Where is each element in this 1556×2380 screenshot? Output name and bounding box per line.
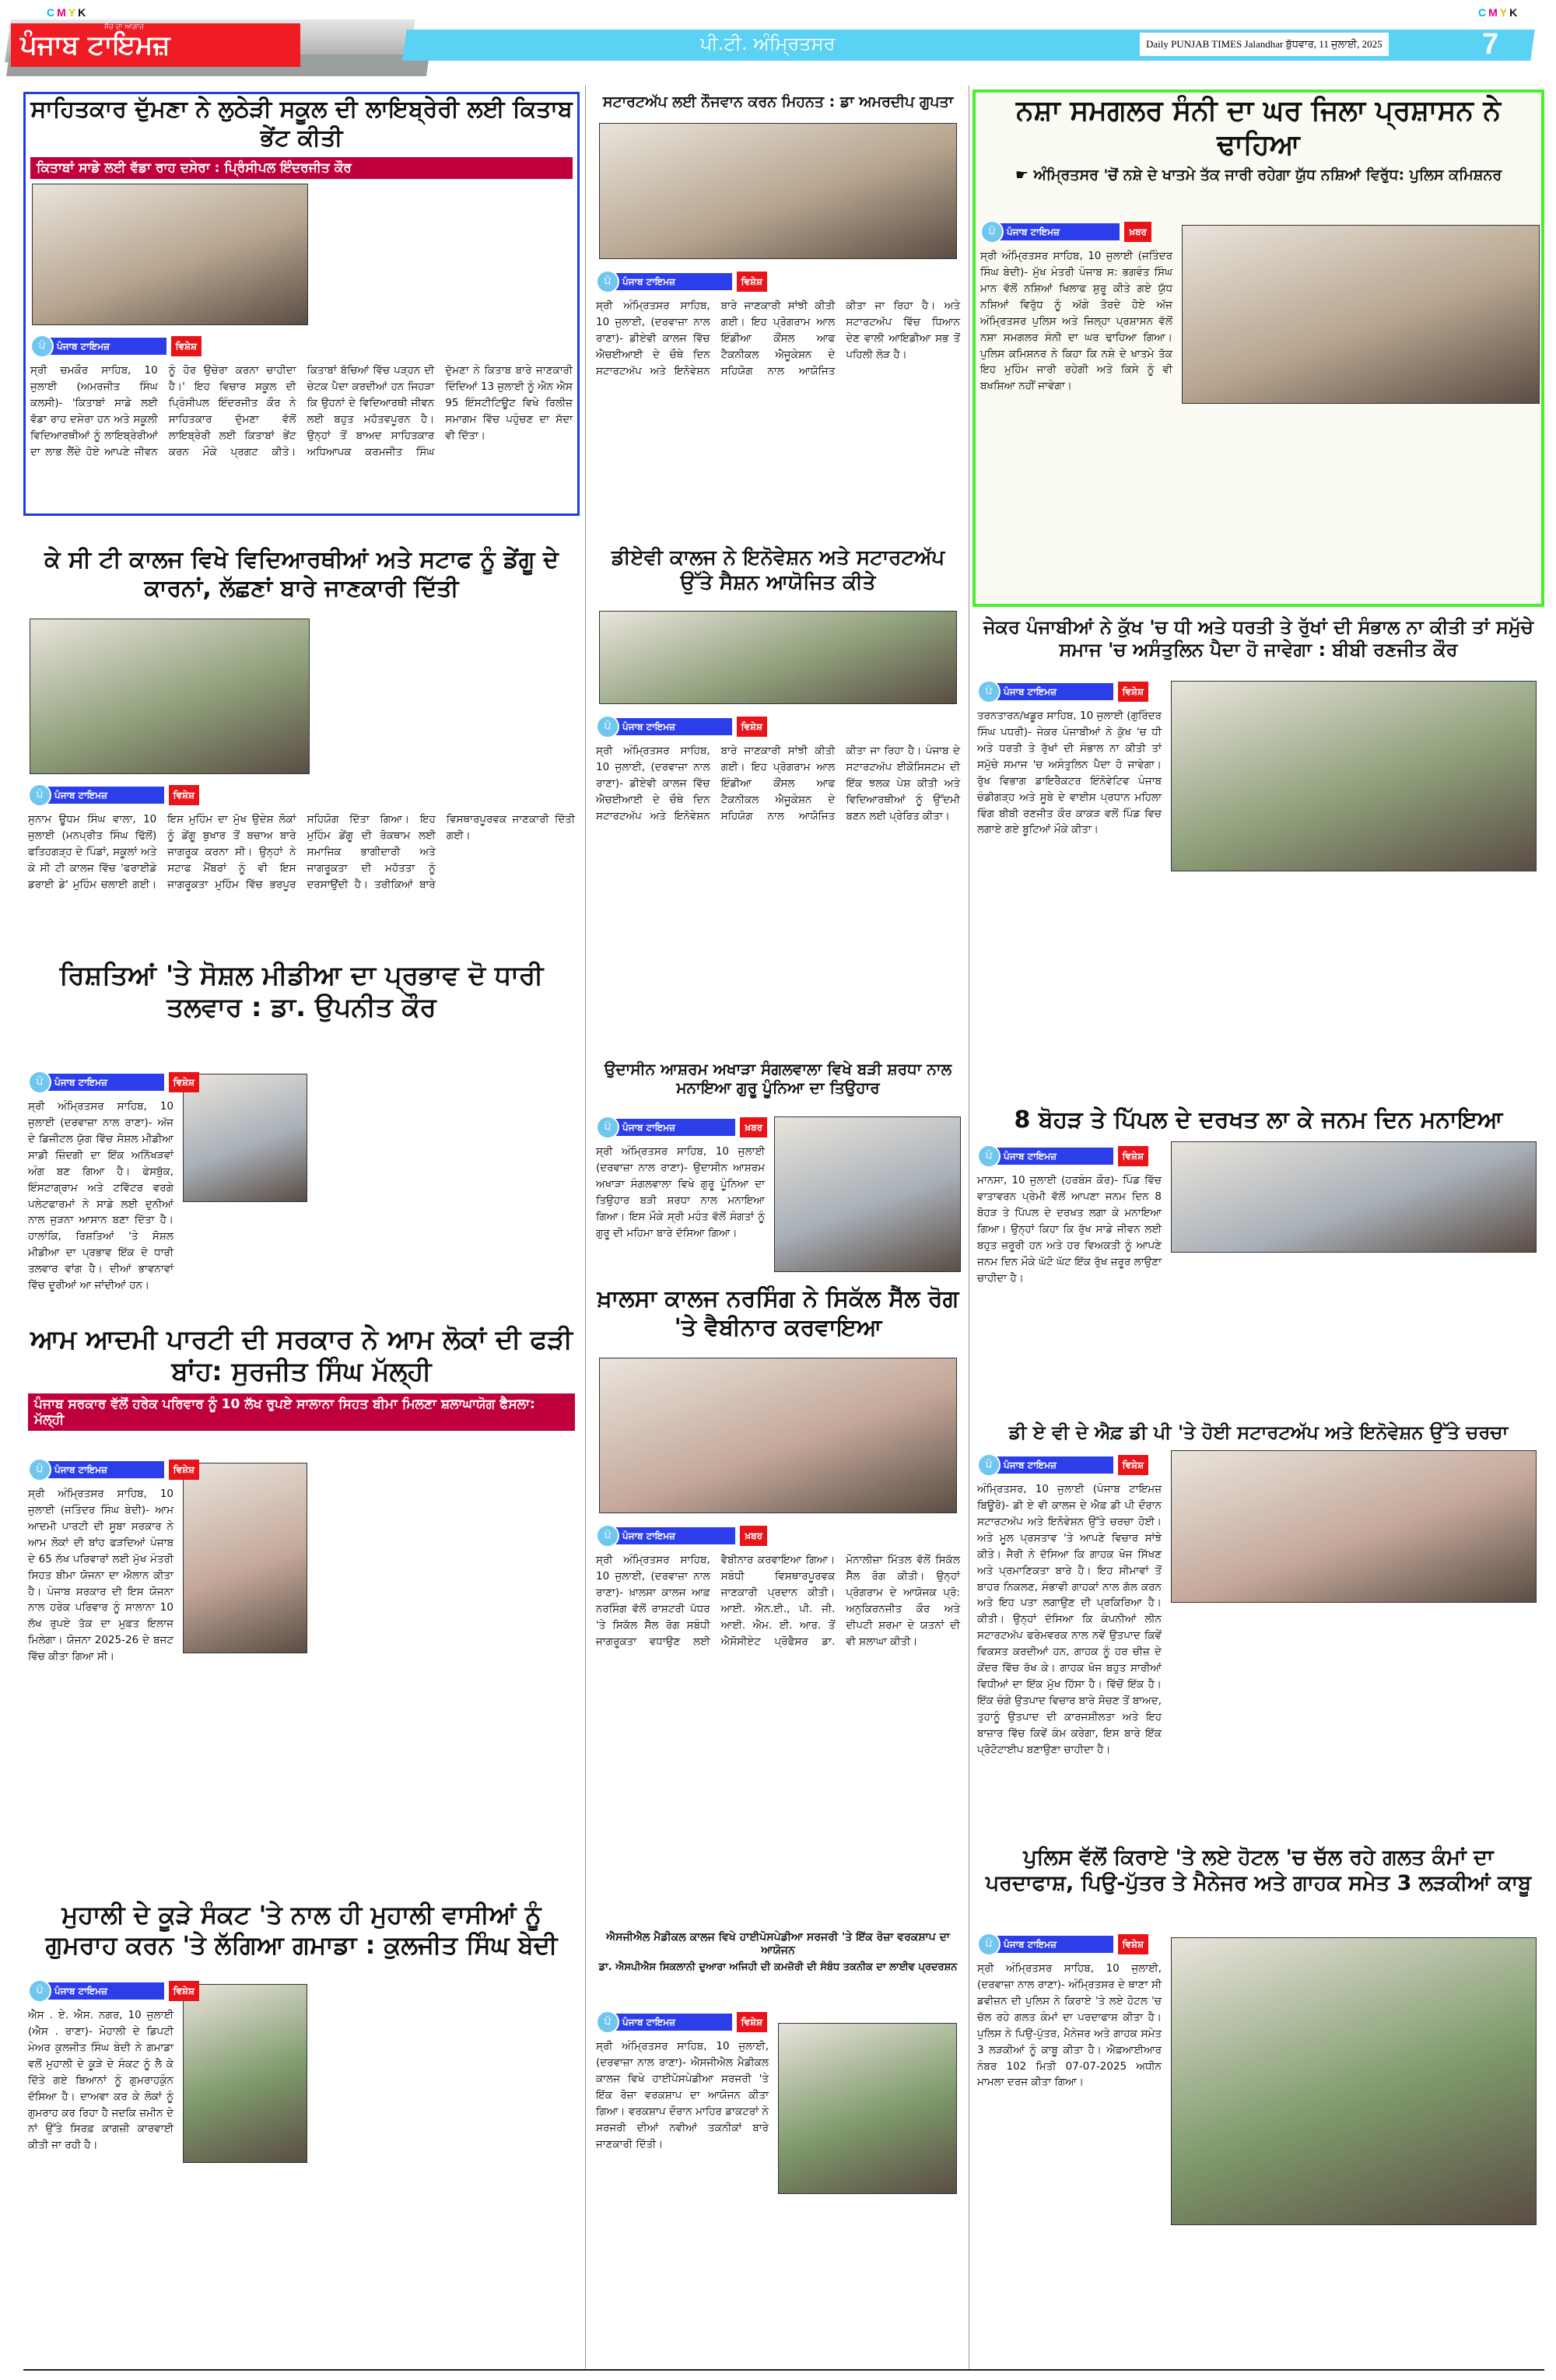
punjab-times-logo-icon: ਪੰ bbox=[596, 1116, 619, 1139]
article-text-block bbox=[23, 1067, 194, 1316]
news-photo bbox=[1171, 1937, 1537, 2225]
badge-name: ਪੰਜਾਬ ਟਾਇਮਜ਼ bbox=[996, 1936, 1113, 1953]
article-text-block bbox=[972, 1450, 1166, 1840]
newspaper-logo bbox=[11, 23, 300, 67]
article-sicklecell bbox=[591, 1284, 965, 1906]
bottom-rule bbox=[23, 2369, 1544, 2371]
news-photo bbox=[599, 123, 957, 259]
article-body: ਸੁਨਾਮ ਊਧਮ ਸਿੰਘ ਵਾਲਾ, 10 ਜੁਲਾਈ (ਮਨਪ੍ਰੀਤ ਸਿੰਘ ਢਿੱਲੋਂ) ਫਤਿਹਗੜ੍ਹ ਦੇ ਪਿੰਡਾਂ, ਸਕੂਲਾਂ ਅਤੇ ਕੇ ਸੀ ਟੀ ਕਾਲਜ ਵਿੱਚ 'ਫਰਾਈਡੇ ਡਰਾਈ ਡੇ' ਮੁਹਿੰਮ ਚਲਾਈ ਗਈ। ਇਸ ਮੁਹਿੰਮ ਦਾ ਮੁੱਖ ਉਦੇਸ਼ ਲੋਕਾਂ ਨੂੰ ਡੇਂਗੂ ਬੁਖਾਰ ਤੋਂ ਬਚਾਅ ਬਾਰੇ ਜਾਗਰੂਕ ਕਰਨਾ ਸੀ। ਉਨ੍ਹਾਂ ਨੇ ਸਟਾਫ ਮੈਂਬਰਾਂ ਨੂੰ ਵੀ ਇਸ ਜਾਗਰੂਕਤਾ ਮੁਹਿੰਮ ਵਿੱਚ ਭਰਪੂਰ ਸਹਿਯੋਗ ਦਿੱਤਾ ਗਿਆ। ਇਹ ਮੁਹਿੰਮ ਡੇਂਗੂ ਦੀ ਰੋਕਥਾਮ ਲਈ ਸਮਾਜਿਕ ਭਾਗੀਦਾਰੀ ਅਤੇ ਜਾਗਰੂਕਤਾ ਦੀ ਮਹੱਤਤਾ ਨੂੰ ਦਰਸਾਉਂਦੀ ਹੈ। ਤਰੀਕਿਆਂ ਬਾਰੇ ਵਿਸਥਾਰਪੂਰਵਕ ਜਾਣਕਾਰੀ ਦਿੱਤੀ ਗਈ। bbox=[28, 813, 575, 891]
subheadline: ☛ ਅੰਮ੍ਰਿਤਸਰ 'ਚੋਂ ਨਸ਼ੇ ਦੇ ਖਾਤਮੇ ਤੱਕ ਜਾਰੀ ਰਹੇਗਾ ਯੁੱਧ ਨਸ਼ਿਆਂ ਵਿਰੁੱਧ: ਪੁਲਿਸ ਕਮਿਸ਼ਨਰ bbox=[1015, 166, 1502, 184]
byline-badge bbox=[977, 1146, 1148, 1166]
article-body: ਸ੍ਰੀ ਅੰਮ੍ਰਿਤਸਰ ਸਾਹਿਬ, 10 ਜੁਲਾਈ, (ਦਰਵਾਜ਼ਾ ਨਾਲ ਰਾਣਾ)- ਐਸਜੀਐਲ ਮੈਡੀਕਲ ਕਾਲਜ ਵਿਖੇ ਹਾਈਪੋਸਪੇਡੀਆ ਸਰਜਰੀ 'ਤੇ ਇੱਕ ਰੋਜ਼ਾ ਵਰਕਸ਼ਾਪ ਦਾ ਆਯੋਜਨ ਕੀਤਾ ਗਿਆ। ਵਰਕਸ਼ਾਪ ਦੌਰਾਨ ਮਾਹਿਰ ਡਾਕਟਰਾਂ ਨੇ ਸਰਜਰੀ ਦੀਆਂ ਨਵੀਆਂ ਤਕਨੀਕਾਂ ਬਾਰੇ ਜਾਣਕਾਰੀ ਦਿੱਤੀ। bbox=[596, 2040, 769, 2150]
badge-name: ਪੰਜਾਬ ਟਾਇਮਜ਼ bbox=[615, 273, 732, 290]
article-body: ਐਸ . ਏ. ਐਸ. ਨਗਰ, 10 ਜੁਲਾਈ (ਐਸ . ਰਾਣਾ)- ਮੋਹਾਲੀ ਦੇ ਡਿਪਟੀ ਮੇਅਰ ਕੁਲਜੀਤ ਸਿੰਘ ਬੇਦੀ ਨੇ ਗਮਾਡਾ ਵਲੋਂ ਮੁਹਾਲੀ ਦੇ ਕੂੜੇ ਦੇ ਸੰਕਟ ਨੂੰ ਲੈ ਕੇ ਦਿੱਤੇ ਗਏ ਬਿਆਨਾਂ ਨੂੰ ਗੁਮਰਾਹਕੁੰਨ ਦੱਸਿਆ ਹੈ। ਦਾਅਵਾ ਕਰ ਕੇ ਲੋਕਾਂ ਨੂੰ ਗੁਮਰਾਹ ਕਰ ਰਿਹਾ ਹੈ ਜਦਕਿ ਜ਼ਮੀਨ ਦੇ ਨਾਂ ਉੱਤੇ ਸਿਰਫ਼ ਕਾਗਜ਼ੀ ਕਾਰਵਾਈ ਕੀਤੀ ਜਾ ਰਹੀ ਹੈ। bbox=[28, 2009, 173, 2152]
article-socialmedia bbox=[23, 959, 580, 1316]
dateline: Daily PUNJAB TIMES Jalandhar ਬੁੱਧਵਾਰ, 11 ਜੁਲਾਈ, 2025 bbox=[1140, 33, 1389, 56]
badge-name: ਪੰਜਾਬ ਟਾਇਮਜ਼ bbox=[615, 1527, 735, 1544]
headline: ਕੇ ਸੀ ਟੀ ਕਾਲਜ ਵਿਖੇ ਵਿਦਿਆਰਥੀਆਂ ਅਤੇ ਸਟਾਫ ਨੂੰ ਡੇਂਗੂ ਦੇ ਕਾਰਨਾਂ, ਲੱਛਣਾਂ ਬਾਰੇ ਜਾਣਕਾਰੀ ਦਿੱਤੀ bbox=[44, 546, 559, 602]
byline-badge bbox=[596, 717, 767, 737]
byline-badge bbox=[30, 336, 202, 356]
page-number: 7 bbox=[1482, 28, 1499, 61]
article-birthday-trees bbox=[972, 1105, 1544, 1416]
headline: ਸਟਾਰਟਅੱਪ ਲਈ ਨੌਜਵਾਨ ਕਰਨ ਮਿਹਨਤ : ਡਾ ਅਮਰਦੀਪ ਗੁਪਤਾ bbox=[602, 93, 954, 110]
badge-tag: ਖ਼ਬਰ bbox=[1124, 222, 1151, 242]
headline: ਖ਼ਾਲਸਾ ਕਾਲਜ ਨਰਸਿੰਗ ਨੇ ਸਿਕੱਲ ਸੈੱਲ ਰੋਗ 'ਤੇ ਵੈਬੀਨਾਰ ਕਰਵਾਇਆ bbox=[597, 1285, 959, 1341]
article-gurupurnima bbox=[591, 1058, 965, 1280]
news-photo bbox=[599, 611, 957, 704]
byline-badge bbox=[977, 682, 1148, 702]
news-photo bbox=[30, 619, 310, 774]
article-text-block bbox=[26, 331, 577, 514]
headline: ਆਮ ਆਦਮੀ ਪਾਰਟੀ ਦੀ ਸਰਕਾਰ ਨੇ ਆਮ ਲੋਕਾਂ ਦੀ ਫੜੀ ਬਾਂਹ: ਸੁਰਜੀਤ ਸਿੰਘ ਮੱਲ੍ਹੀ bbox=[30, 1324, 573, 1388]
punjab-times-logo-icon: ਪੰ bbox=[977, 1144, 1001, 1168]
article-body: ਸ੍ਰੀ ਅੰਮ੍ਰਿਤਸਰ ਸਾਹਿਬ, 10 ਜੁਲਾਈ (ਦਰਵਾਜ਼ਾ ਨਾਲ ਰਾਣਾ)- ਅੱਜ ਦੇ ਡਿਜੀਟਲ ਯੁੱਗ ਵਿੱਚ ਸੋਸ਼ਲ ਮੀਡੀਆ ਸਾਡੀ ਜ਼ਿੰਦਗੀ ਦਾ ਇੱਕ ਅਨਿੱਖੜਵਾਂ ਅੰਗ ਬਣ ਗਿਆ ਹੈ। ਫੇਸਬੁੱਕ, ਇੰਸਟਾਗ੍ਰਾਮ ਅਤੇ ਟਵਿੱਟਰ ਵਰਗੇ ਪਲੇਟਫਾਰਮਾਂ ਨੇ ਸਾਡੇ ਲਈ ਦੁਨੀਆਂ ਨਾਲ ਜੁੜਨਾ ਆਸਾਨ ਬਣਾ ਦਿੱਤਾ ਹੈ। ਹਾਲਾਂਕਿ, ਰਿਸ਼ਤਿਆਂ 'ਤੇ ਸੋਸ਼ਲ ਮੀਡੀਆ ਦਾ ਪ੍ਰਭਾਵ ਇੱਕ ਦੋ ਧਾਰੀ ਤਲਵਾਰ ਵਾਂਗ ਹੈ। ਦੀਆਂ ਭਾਵਨਾਵਾਂ ਵਿੱਚ ਦੂਰੀਆਂ ਆ ਜਾਂਦੀਆਂ ਹਨ। bbox=[28, 1100, 173, 1292]
headline: ਡੀਏਵੀ ਕਾਲਜ ਨੇ ਇਨੋਵੇਸ਼ਨ ਅਤੇ ਸਟਾਰਟਅੱਪ ਉੱਤੇ ਸੈਸ਼ਨ ਆਯੋਜਿਤ ਕੀਤੇ bbox=[611, 546, 945, 594]
news-photo bbox=[774, 1116, 961, 1272]
article-text-block bbox=[972, 1930, 1166, 2365]
headline: ਪੁਲਿਸ ਵੱਲੋਂ ਕਿਰਾਏ 'ਤੇ ਲਏ ਹੋਟਲ 'ਚ ਚੱਲ ਰਹੇ ਗਲਤ ਕੰਮਾਂ ਦਾ ਪਰਦਾਫਾਸ਼, ਪਿਉ-ਪੁੱਤਰ ਤੇ ਮੈਨੇਜਰ ਅਤੇ ਗਾਹਕ ਸਮੇਤ 3 ਲੜਕੀਆਂ ਕਾਬੂ bbox=[985, 1845, 1532, 1895]
badge-tag: ਵਿਸ਼ੇਸ਼ bbox=[169, 1981, 199, 2001]
article-library bbox=[23, 92, 580, 516]
badge-tag: ਵਿਸ਼ੇਸ਼ bbox=[171, 336, 202, 356]
badge-name: ਪੰਜਾਬ ਟਾਇਮਜ਼ bbox=[996, 1456, 1113, 1474]
print-mark-right: CMYK bbox=[1478, 6, 1520, 19]
byline-badge bbox=[596, 1526, 767, 1546]
subheadline: ਪੰਜਾਬ ਸਰਕਾਰ ਵੱਲੋਂ ਹਰੇਕ ਪਰਿਵਾਰ ਨੂੰ 10 ਲੱਖ ਰੁਪਏ ਸਾਲਾਨਾ ਸਿਹਤ ਬੀਮਾ ਮਿਲਣਾ ਸ਼ਲਾਘਾਯੋਗ ਫੈਸਲਾ: ਮੱਲ੍ਹੀ bbox=[28, 1393, 575, 1431]
badge-name: ਪੰਜਾਬ ਟਾਇਮਜ਼ bbox=[615, 2014, 732, 2031]
news-photo bbox=[778, 2023, 957, 2194]
badge-name: ਪੰਜਾਬ ਟਾਇਮਜ਼ bbox=[615, 1119, 735, 1136]
article-body: ਸ੍ਰੀ ਅੰਮ੍ਰਿਤਸਰ ਸਾਹਿਬ, 10 ਜੁਲਾਈ (ਜਤਿੰਦਰ ਸਿੰਘ ਬੇਦੀ)- ਮੁੱਖ ਮੰਤਰੀ ਪੰਜਾਬ ਸ: ਭਗਵੰਤ ਸਿੰਘ ਮਾਨ ਵੱਲੋਂ ਨਸ਼ਿਆਂ ਖਿਲਾਫ ਸ਼ੁਰੂ ਕੀਤੇ ਗਏ ਯੁੱਧ ਨਸ਼ਿਆਂ ਵਿਰੁੱਧ ਨੂੰ ਅੱਗੇ ਤੋਰਦੇ ਹੋਏ ਅੱਜ ਅੰਮ੍ਰਿਤਸਰ ਪੁਲਿਸ ਅਤੇ ਜਿਲ੍ਹਾ ਪ੍ਰਸ਼ਾਸਨ ਵੱਲੋਂ ਨਸ਼ਾ ਸਮਗਲਰ ਸੰਨੀ ਦਾ ਘਰ ਢਾਹਿਆ ਗਿਆ। ਪੁਲਿਸ ਕਮਿਸ਼ਨਰ ਨੇ ਕਿਹਾ ਕਿ ਨਸ਼ੇ ਦੇ ਖਾਤਮੇ ਤੱਕ ਇਹ ਮੁਹਿੰਮ ਜਾਰੀ ਰਹੇਗੀ ਅਤੇ ਕਿਸੇ ਨੂੰ ਵੀ ਬਖਸ਼ਿਆ ਨਹੀਂ ਜਾਵੇਗਾ। bbox=[980, 250, 1172, 393]
article-dav-fdp bbox=[972, 1420, 1544, 1840]
badge-name: ਪੰਜਾਬ ਟਾਇਮਜ਼ bbox=[47, 1982, 164, 2000]
badge-tag: ਵਿਸ਼ੇਸ਼ bbox=[1118, 1934, 1148, 1954]
badge-tag: ਵਿਸ਼ੇਸ਼ bbox=[169, 1072, 199, 1092]
article-text-block bbox=[23, 1455, 194, 1887]
article-body: ਤਰਨਤਾਰਨ/ਖਡੂਰ ਸਾਹਿਬ, 10 ਜੁਲਾਈ (ਗੁਰਿੰਦਰ ਸਿੰਘ ਪਧਰੀ)- ਜੇਕਰ ਪੰਜਾਬੀਆਂ ਨੇ ਕੁੱਖ 'ਚ ਧੀ ਅਤੇ ਧਰਤੀ ਤੇ ਰੁੱਖਾਂ ਦੀ ਸੰਭਾਲ ਨਾ ਕੀਤੀ ਤਾਂ ਸਮੁੱਚੇ ਸਮਾਜ 'ਚ ਅਸੰਤੁਲਿਨ ਪੈਦਾ ਹੋ ਜਾਵੇਗਾ। ਰੁੱਖ ਵਿਭਾਗ ਡਾਇਰੈਕਟਰ ਇੰਨੋਵੇਟਿਵ ਪੰਜਾਬ ਚੰਡੀਗੜ੍ਹ ਅਤੇ ਸੂਬੇ ਦੇ ਵਾਈਸ ਪ੍ਰਧਾਨ ਮਹਿਲਾ ਵਿੰਗ ਬੀਬੀ ਰਣਜੀਤ ਕੌਰ ਕਾਕੜ ਵਲੋਂ ਪਿੰਡ ਵਿਚ ਲਗਾਏ ਗਏ ਬੂਟਿਆਂ ਮੌਕੇ ਕੀਤਾ। bbox=[977, 710, 1162, 836]
punjab-times-logo-icon: ਪੰ bbox=[30, 335, 54, 358]
headline: ਡੀ ਏ ਵੀ ਦੇ ਐਫ਼ ਡੀ ਪੀ 'ਤੇ ਹੋਈ ਸਟਾਰਟਅੱਪ ਅਤੇ ਇਨੋਵੇਸ਼ਨ ਉੱਤੇ ਚਰਚਾ bbox=[1008, 1421, 1509, 1443]
byline-badge bbox=[596, 1117, 767, 1137]
article-body: ਸ੍ਰੀ ਚਮਕੌਰ ਸਾਹਿਬ, 10 ਜੁਲਾਈ (ਅਮਰਜੀਤ ਸਿੰਘ ਕਲਸੀ)- 'ਕਿਤਾਬਾਂ ਸਾਡੇ ਲਈ ਵੱਡਾ ਰਾਹ ਦਸੇਰਾ ਹਨ ਅਤੇ ਸਕੂਲੀ ਵਿਦਿਆਰਥੀਆਂ ਨੂੰ ਲਾਇਬ੍ਰੇਰੀਆਂ ਦਾ ਲਾਭ ਲੈਂਦੇ ਹੋਏ ਆਪਣੇ ਜੀਵਨ ਨੂੰ ਹੋਰ ਉਚੇਰਾ ਕਰਨਾ ਚਾਹੀਦਾ ਹੈ।' ਇਹ ਵਿਚਾਰ ਸਕੂਲ ਦੀ ਪ੍ਰਿੰਸੀਪਲ ਇੰਦਰਜੀਤ ਕੌਰ ਨੇ ਸਾਹਿਤਕਾਰ ਦੁੱਮਣਾ ਵੱਲੋਂ ਲਾਇਬ੍ਰੇਰੀ ਲਈ ਕਿਤਾਬਾਂ ਭੇਂਟ ਕਰਨ ਮੌਕੇ ਪ੍ਰਗਟ ਕੀਤੇ। ਕਿਤਾਬਾਂ ਬੱਚਿਆਂ ਵਿੱਚ ਪੜ੍ਹਨ ਦੀ ਚੇਟਕ ਪੈਦਾ ਕਰਦੀਆਂ ਹਨ ਜਿਹੜਾ ਕਿ ਉਹਨਾਂ ਦੇ ਵਿਦਿਆਰਥੀ ਜੀਵਨ ਲਈ ਬਹੁਤ ਮਹੱਤਵਪੂਰਨ ਹੈ। ਉਨ੍ਹਾਂ ਤੋਂ ਬਾਅਦ ਸਾਹਿਤਕਾਰ ਅਧਿਆਪਕ ਕਰਮਜੀਤ ਸਿੰਘ ਦੁੱਮਣਾ ਨੇ ਕਿਤਾਬ ਬਾਰੇ ਜਾਣਕਾਰੀ ਦਿੰਦਿਆਂ 13 ਜੁਲਾਈ ਨੂੰ ਐਨ ਐਸ 95 ਇੰਸਟੀਟਿਊਟ ਵਿਖੇ ਰਿਲੀਜ਼ ਸਮਾਗਮ ਵਿੱਚ ਪਹੁੰਚਣ ਦਾ ਸੱਦਾ ਵੀ ਦਿੱਤਾ। bbox=[30, 364, 573, 458]
article-dav-session bbox=[591, 545, 965, 1050]
byline-badge bbox=[28, 1460, 199, 1480]
punjab-times-logo-icon: ਪੰ bbox=[596, 1524, 619, 1548]
headline: ਸਾਹਿਤਕਾਰ ਦੁੱਮਣਾ ਨੇ ਲੁਠੇੜੀ ਸਕੂਲ ਦੀ ਲਾਇਬ੍ਰੇਰੀ ਲਈ ਕਿਤਾਬ ਭੇਂਟ ਕੀਤੀ bbox=[30, 96, 573, 152]
badge-name: ਪੰਜਾਬ ਟਾਇਮਜ਼ bbox=[996, 683, 1113, 700]
headline: ਰਿਸ਼ਤਿਆਂ 'ਤੇ ਸੋਸ਼ਲ ਮੀਡੀਆ ਦਾ ਪ੍ਰਭਾਵ ਦੋ ਧਾਰੀ ਤਲਵਾਰ : ਡਾ. ਉਪਨੀਤ ਕੌਰ bbox=[59, 960, 544, 1024]
byline-badge bbox=[977, 1934, 1148, 1954]
badge-tag: ਵਿਸ਼ੇਸ਼ bbox=[169, 785, 199, 805]
punjab-times-logo-icon: ਪੰ bbox=[28, 1071, 51, 1094]
badge-tag: ਵਿਸ਼ੇਸ਼ bbox=[1118, 1146, 1148, 1166]
article-text-block bbox=[23, 780, 580, 949]
article-aap bbox=[23, 1323, 580, 1887]
subheadline: ਡਾ. ਐਸਪੀਐਸ ਸਿਕਲਾਨੀ ਦੁਆਰਾ ਅਜਿਹੀ ਦੀ ਕਮਜ਼ੋਰੀ ਦੀ ਸੰਬੰਧ ਤਕਨੀਕ ਦਾ ਲਾਈਵ ਪ੍ਰਦਰਸ਼ਨ bbox=[598, 1961, 958, 1974]
news-photo bbox=[1171, 681, 1537, 871]
news-photo bbox=[1171, 1450, 1537, 1603]
article-body: ਸ੍ਰੀ ਅੰਮ੍ਰਿਤਸਰ ਸਾਹਿਬ, 10 ਜੁਲਾਈ, (ਦਰਵਾਜ਼ਾ ਨਾਲ ਰਾਣਾ)- ਅੰਮ੍ਰਿਤਸਰ ਦੇ ਥਾਣਾ ਸੀ ਡਵੀਜ਼ਨ ਦੀ ਪੁਲਿਸ ਨੇ ਕਿਰਾਏ 'ਤੇ ਲਏ ਹੋਟਲ 'ਚ ਚੱਲ ਰਹੇ ਗਲਤ ਕੰਮਾਂ ਦਾ ਪਰਦਾਫਾਸ਼ ਕੀਤਾ ਹੈ। ਪੁਲਿਸ ਨੇ ਪਿਉ-ਪੁੱਤਰ, ਮੈਨੇਜਰ ਅਤੇ ਗਾਹਕ ਸਮੇਤ 3 ਲੜਕੀਆਂ ਨੂੰ ਕਾਬੂ ਕੀਤਾ ਹੈ। ਐਫ਼ਆਈਆਰ ਨੰਬਰ 102 ਮਿਤੀ 07-07-2025 ਅਧੀਨ ਮਾਮਲਾ ਦਰਜ ਕੀਤਾ ਗਿਆ। bbox=[977, 1962, 1162, 2089]
article-body: ਸ੍ਰੀ ਅੰਮ੍ਰਿਤਸਰ ਸਾਹਿਬ, 10 ਜੁਲਾਈ, (ਦਰਵਾਜ਼ਾ ਨਾਲ ਰਾਣਾ)- ਖ਼ਾਲਸਾ ਕਾਲਜ ਆਫ਼ ਨਰਸਿੰਗ ਵੱਲੋਂ ਰਾਸ਼ਟਰੀ ਪੱਧਰ 'ਤੇ ਸਿਕੱਲ ਸੈੱਲ ਰੋਗ ਸਬੰਧੀ ਜਾਗਰੂਕਤਾ ਵਧਾਉਣ ਲਈ ਵੈਬੀਨਾਰ ਕਰਵਾਇਆ ਗਿਆ। ਸਬੰਧੀ ਵਿਸਥਾਰਪੂਰਵਕ ਜਾਣਕਾਰੀ ਪ੍ਰਦਾਨ ਕੀਤੀ। ਆਈ. ਐਨ.ਈ., ਪੀ. ਜੀ. ਆਈ. ਐਮ. ਈ. ਆਰ. ਤੋਂ ਐਸੋਸੀਏਟ ਪ੍ਰੋਫੈਸਰ ਡਾ. ਮੋਨਾਲੀਜ਼ਾ ਮਿੱਤਲ ਵੱਲੋਂ ਸਿਕੱਲ ਸੈੱਲ ਰੋਗ ਕੀਤੀ। ਉਨ੍ਹਾਂ ਪ੍ਰੋਗਰਾਮ ਦੇ ਆਯੋਜਕ ਪ੍ਰੋ: ਅਨੁਕਿਰਨਜੀਤ ਕੌਰ ਅਤੇ ਦੀਪਟੀ ਸ਼ਰਮਾ ਦੇ ਯਤਨਾਂ ਦੀ ਵੀ ਸ਼ਲਾਘਾ ਕੀਤੀ। bbox=[596, 1554, 960, 1648]
byline-badge bbox=[28, 1072, 199, 1092]
article-text-block bbox=[591, 1113, 769, 1280]
badge-name: ਪੰਜਾਬ ਟਾਇਮਜ਼ bbox=[47, 1461, 164, 1478]
column-divider bbox=[585, 86, 586, 2369]
badge-tag: ਵਿਸ਼ੇਸ਼ bbox=[169, 1460, 199, 1480]
punjab-times-logo-icon: ਪੰ bbox=[596, 715, 619, 738]
badge-name: ਪੰਜਾਬ ਟਾਇਮਜ਼ bbox=[996, 1148, 1113, 1165]
byline-badge bbox=[596, 2012, 767, 2032]
article-trees-daughters bbox=[972, 615, 1544, 1101]
headline: ਐਸਜੀਐਲ ਮੈਡੀਕਲ ਕਾਲਜ ਵਿਖੇ ਹਾਈਪੋਸਪੇਡੀਆ ਸਰਜਰੀ 'ਤੇ ਇੱਕ ਰੋਜ਼ਾ ਵਰਕਸ਼ਾਪ ਦਾ ਆਯੋਜਨ bbox=[606, 1931, 950, 1958]
article-body: ਸ੍ਰੀ ਅੰਮ੍ਰਿਤਸਰ ਸਾਹਿਬ, 10 ਜੁਲਾਈ, (ਦਰਵਾਜ਼ਾ ਨਾਲ ਰਾਣਾ)- ਡੀਏਵੀ ਕਾਲਜ ਵਿੱਚ ਐਚਈਆਈ ਦੇ ਚੌਥੇ ਦਿਨ ਸਟਾਰਟਅੱਪ ਅਤੇ ਇਨੋਵੇਸ਼ਨ ਬਾਰੇ ਜਾਣਕਾਰੀ ਸਾਂਝੀ ਕੀਤੀ ਗਈ। ਇਹ ਪ੍ਰੋਗਰਾਮ ਆਲ ਇੰਡੀਆ ਕੌਂਸਲ ਆਫ ਟੈਕਨੀਕਲ ਐਜੂਕੇਸ਼ਨ ਦੇ ਸਹਿਯੋਗ ਨਾਲ ਆਯੋਜਿਤ ਕੀਤਾ ਜਾ ਰਿਹਾ ਹੈ। ਪੰਜਾਬ ਦੇ ਸਟਾਰਟਅੱਪ ਈਕੋਸਿਸਟਮ ਦੀ ਇੱਕ ਝਲਕ ਪੇਸ਼ ਕੀਤੀ ਅਤੇ ਵਿਦਿਆਰਥੀਆਂ ਨੂੰ ਉੱਦਮੀ ਬਣਨ ਲਈ ਪ੍ਰੇਰਿਤ ਕੀਤਾ। bbox=[596, 745, 960, 822]
article-text-block bbox=[976, 217, 1177, 604]
punjab-times-logo-icon: ਪੰ bbox=[596, 2010, 619, 2034]
punjab-times-logo-icon: ਪੰ bbox=[596, 270, 619, 293]
badge-tag: ਖ਼ਬਰ bbox=[740, 1526, 767, 1546]
byline-badge bbox=[977, 1455, 1148, 1475]
edition-section: ਪੀ.ਟੀ. ਅੰਮ੍ਰਿਤਸਰ bbox=[700, 33, 836, 54]
logo-text: ਪੰਜਾਬ ਟਾਇਮਜ਼ bbox=[20, 30, 170, 61]
article-body: ਅੰਮ੍ਰਿਤਸਰ, 10 ਜੁਲਾਈ (ਪੰਜਾਬ ਟਾਇਮਜ਼ ਬਿਊਰੋ)- ਡੀ ਏ ਵੀ ਕਾਲਜ ਦੇ ਐਫ਼ ਡੀ ਪੀ ਦੌਰਾਨ ਸਟਾਰਟਅੱਪ ਅਤੇ ਇਨੋਵੇਸ਼ਨ ਉੱਤੇ ਚਰਚਾ ਹੋਈ। ਅਤੇ ਮੂਲ ਪ੍ਰਸਤਾਵ 'ਤੇ ਆਪਣੇ ਵਿਚਾਰ ਸਾਂਝੇ ਕੀਤੇ। ਜੈਰੀ ਨੇ ਦੱਸਿਆ ਕਿ ਗਾਹਕ ਖੋਜ ਸਿੱਖਣ ਅਤੇ ਪ੍ਰਮਾਣਿਕਤਾ ਬਾਰੇ ਹੈ। ਇਹ ਸੀਮਾਵਾਂ ਤੋਂ ਬਾਹਰ ਨਿਕਲਣ, ਸੰਭਾਵੀ ਗਾਹਕਾਂ ਨਾਲ ਗੱਲ ਕਰਨ ਅਤੇ ਇਹ ਪਤਾ ਲਗਾਉਣ ਦੀ ਪ੍ਰਕਿਰਿਆ ਹੈ। ਕੀਤੀ। ਉਨ੍ਹਾਂ ਦੱਸਿਆ ਕਿ ਕੰਪਨੀਆਂ ਲੀਨ ਸਟਾਰਟਅੱਪ ਫਰੇਮਵਰਕ ਨਾਲ ਨਵੇਂ ਉਤਪਾਦ ਕਿਵੇਂ ਵਿਕਸਤ ਕਰਦੀਆਂ ਹਨ, ਗਾਹਕ ਨੂੰ ਹਰ ਚੀਜ਼ ਦੇ ਕੇਂਦਰ ਵਿੱਚ ਰੱਖ ਕੇ। ਗਾਹਕ ਖੋਜ ਬਹੁਤ ਸਾਰੀਆਂ ਵਿਧੀਆਂ ਦਾ ਇੱਕ ਮੁੱਖ ਹਿੱਸਾ ਹੈ। ਵਿੱਚੋਂ ਇੱਕ ਹੈ। ਇੱਕ ਚੰਗੇ ਉਤਪਾਦ ਵਿਚਾਰ ਬਾਰੇ ਸੋਚਣ ਤੋਂ ਬਾਅਦ, ਤੁਹਾਨੂੰ ਉਤਪਾਦ ਦੀ ਕਾਰਜਸ਼ੀਲਤਾ ਅਤੇ ਇਹ ਬਾਜ਼ਾਰ ਵਿੱਚ ਕਿਵੇਂ ਕੰਮ ਕਰੇਗਾ, ਇਸ ਬਾਰੇ ਇੱਕ ਪ੍ਰੋਟੋਟਾਈਪ ਬਣਾਉਣਾ ਚਾਹੀਦਾ ਹੈ। bbox=[977, 1483, 1162, 1756]
article-startup bbox=[591, 92, 965, 543]
punjab-times-logo-icon: ਪੰ bbox=[977, 1453, 1001, 1477]
badge-tag: ਵਿਸ਼ੇਸ਼ bbox=[737, 272, 767, 292]
punjab-times-logo-icon: ਪੰ bbox=[977, 680, 1001, 703]
news-photo bbox=[183, 1984, 307, 2163]
news-photo bbox=[183, 1463, 307, 1653]
badge-name: ਪੰਜਾਬ ਟਾਇਮਜ਼ bbox=[47, 1074, 164, 1091]
byline-badge bbox=[28, 1981, 199, 2001]
article-text-block bbox=[591, 712, 965, 1050]
article-drug-house bbox=[972, 89, 1544, 607]
headline: ਮੁਹਾਲੀ ਦੇ ਕੂੜੇ ਸੰਕਟ 'ਤੇ ਨਾਲ ਹੀ ਮੁਹਾਲੀ ਵਾਸੀਆਂ ਨੂੰ ਗੁਮਰਾਹ ਕਰਨ 'ਤੇ ਲੱਗਿਆ ਗਮਾਡਾ : ਕੁਲਜੀਤ ਸਿੰਘ ਬੇਦੀ bbox=[45, 1900, 558, 1961]
article-text-block bbox=[591, 2007, 773, 2365]
badge-name: ਪੰਜਾਬ ਟਾਇਮਜ਼ bbox=[999, 223, 1120, 240]
byline-badge bbox=[596, 272, 767, 292]
logo-tagline: ਸੱਚ ਦਾ ਆਗਾਜ਼ bbox=[104, 23, 144, 31]
news-photo bbox=[183, 1074, 307, 1202]
badge-tag: ਵਿਸ਼ੇਸ਼ bbox=[737, 2012, 767, 2032]
headline: 8 ਬੋਹੜ ਤੇ ਪਿੱਪਲ ਦੇ ਦਰਖਤ ਲਾ ਕੇ ਜਨਮ ਦਿਨ ਮਨਾਇਆ bbox=[1014, 1106, 1503, 1134]
punjab-times-logo-icon: ਪੰ bbox=[980, 220, 1004, 244]
article-sgl bbox=[591, 1930, 965, 2365]
badge-name: ਪੰਜਾਬ ਟਾਇਮਜ਼ bbox=[49, 338, 166, 355]
article-text-block bbox=[23, 1976, 194, 2365]
punjab-times-logo-icon: ਪੰ bbox=[28, 1979, 51, 2003]
badge-tag: ਵਿਸ਼ੇਸ਼ bbox=[1118, 1455, 1148, 1475]
article-dengue bbox=[23, 545, 580, 949]
byline-badge bbox=[980, 222, 1151, 242]
news-photo bbox=[1171, 1141, 1537, 1253]
article-text-block bbox=[591, 1521, 965, 1906]
article-mohali bbox=[23, 1898, 580, 2365]
article-body: ਸ੍ਰੀ ਅੰਮ੍ਰਿਤਸਰ ਸਾਹਿਬ, 10 ਜੁਲਾਈ (ਜਤਿੰਦਰ ਸਿੰਘ ਬੇਦੀ)- ਆਮ ਆਦਮੀ ਪਾਰਟੀ ਦੀ ਸੂਬਾ ਸਰਕਾਰ ਨੇ ਆਮ ਲੋਕਾਂ ਦੀ ਬਾਂਹ ਫੜਦਿਆਂ ਪੰਜਾਬ ਦੇ 65 ਲੱਖ ਪਰਿਵਾਰਾਂ ਲਈ ਮੁੱਖ ਮੰਤਰੀ ਸਿਹਤ ਬੀਮਾ ਯੋਜਨਾ ਦਾ ਐਲਾਨ ਕੀਤਾ ਹੈ। ਪੰਜਾਬ ਸਰਕਾਰ ਦੀ ਇਸ ਯੋਜਨਾ ਨਾਲ ਹਰੇਕ ਪਰਿਵਾਰ ਨੂੰ ਸਾਲਾਨਾ 10 ਲੱਖ ਰੁਪਏ ਤੱਕ ਦਾ ਮੁਫ਼ਤ ਇਲਾਜ ਮਿਲੇਗਾ। ਯੋਜਨਾ 2025-26 ਦੇ ਬਜਟ ਵਿੱਚ ਕੀਤਾ ਗਿਆ ਸੀ। bbox=[28, 1488, 173, 1663]
headline: ਨਸ਼ਾ ਸਮਗਲਰ ਸੰਨੀ ਦਾ ਘਰ ਜਿਲਾ ਪ੍ਰਸ਼ਾਸਨ ਨੇ ਢਾਹਿਆ bbox=[1016, 95, 1501, 161]
badge-tag: ਖ਼ਬਰ bbox=[740, 1117, 767, 1137]
article-text-block bbox=[591, 267, 965, 543]
badge-name: ਪੰਜਾਬ ਟਾਇਮਜ਼ bbox=[47, 787, 164, 804]
article-body: ਮਾਨਸਾ, 10 ਜੁਲਾਈ (ਹਰਬੰਸ ਕੌਰ)- ਪਿੰਡ ਵਿੱਚ ਵਾਤਾਵਰਨ ਪ੍ਰੇਮੀ ਵੱਲੋਂ ਆਪਣਾ ਜਨਮ ਦਿਨ 8 ਬੋਹੜ ਤੇ ਪਿੱਪਲ ਦੇ ਦਰਖਤ ਲਗਾ ਕੇ ਮਨਾਇਆ ਗਿਆ। ਉਨ੍ਹਾਂ ਕਿਹਾ ਕਿ ਰੁੱਖ ਸਾਡੇ ਜੀਵਨ ਲਈ ਬਹੁਤ ਜ਼ਰੂਰੀ ਹਨ ਅਤੇ ਹਰ ਵਿਅਕਤੀ ਨੂੰ ਆਪਣੇ ਜਨਮ ਦਿਨ ਮੌਕੇ ਘੱਟੋ ਘੱਟ ਇੱਕ ਰੁੱਖ ਜ਼ਰੂਰ ਲਾਉਣਾ ਚਾਹੀਦਾ ਹੈ। bbox=[977, 1174, 1162, 1285]
punjab-times-logo-icon: ਪੰ bbox=[28, 1458, 51, 1481]
badge-tag: ਵਿਸ਼ੇਸ਼ bbox=[737, 717, 767, 737]
article-hotel-raid bbox=[972, 1844, 1544, 2365]
news-photo bbox=[32, 184, 308, 325]
badge-tag: ਵਿਸ਼ੇਸ਼ bbox=[1118, 682, 1148, 702]
article-text-block bbox=[972, 1141, 1166, 1416]
print-mark-left: CMYK bbox=[47, 6, 89, 19]
headline: ਉਦਾਸੀਨ ਆਸ਼ਰਮ ਅਖਾੜਾ ਸੰਗਲਵਾਲਾ ਵਿਖੇ ਬੜੀ ਸ਼ਰਧਾ ਨਾਲ ਮਨਾਇਆ ਗੁਰੂ ਪੂੰਨਿਆ ਦਾ ਤਿਉਹਾਰ bbox=[604, 1060, 952, 1098]
punjab-times-logo-icon: ਪੰ bbox=[28, 783, 51, 807]
headline: ਜੇਕਰ ਪੰਜਾਬੀਆਂ ਨੇ ਕੁੱਖ 'ਚ ਧੀ ਅਤੇ ਧਰਤੀ ਤੇ ਰੁੱਖਾਂ ਦੀ ਸੰਭਾਲ ਨਾ ਕੀਤੀ ਤਾਂ ਸਮੁੱਚੇ ਸਮਾਜ 'ਚ ਅਸੰਤੁਲਿਨ ਪੈਦਾ ਹੋ ਜਾਵੇਗਾ : ਬੀਬੀ ਰਣਜੀਤ ਕੌਰ bbox=[983, 616, 1533, 661]
article-text-block bbox=[972, 677, 1166, 1101]
byline-badge bbox=[28, 785, 199, 805]
news-photo bbox=[599, 1358, 957, 1513]
punjab-times-logo-icon: ਪੰ bbox=[977, 1933, 1001, 1956]
news-photo bbox=[1182, 225, 1540, 404]
article-body: ਸ੍ਰੀ ਅੰਮ੍ਰਿਤਸਰ ਸਾਹਿਬ, 10 ਜੁਲਾਈ, (ਦਰਵਾਜ਼ਾ ਨਾਲ ਰਾਣਾ)- ਡੀਏਵੀ ਕਾਲਜ ਵਿੱਚ ਐਚਈਆਈ ਦੇ ਚੌਥੇ ਦਿਨ ਸਟਾਰਟਅੱਪ ਅਤੇ ਇਨੋਵੇਸ਼ਨ ਬਾਰੇ ਜਾਣਕਾਰੀ ਸਾਂਝੀ ਕੀਤੀ ਗਈ। ਇਹ ਪ੍ਰੋਗਰਾਮ ਆਲ ਇੰਡੀਆ ਕੌਂਸਲ ਆਫ ਟੈਕਨੀਕਲ ਐਜੂਕੇਸ਼ਨ ਦੇ ਸਹਿਯੋਗ ਨਾਲ ਆਯੋਜਿਤ ਕੀਤਾ ਜਾ ਰਿਹਾ ਹੈ। ਅਤੇ ਸਟਾਰਟਅੱਪ ਵਿੱਚ ਧਿਆਨ ਦੇਣ ਵਾਲੀ ਆਇਡੀਆ ਸਭ ਤੋਂ ਪਹਿਲੀ ਲੋੜ ਹੈ। bbox=[596, 300, 960, 377]
article-body: ਸ੍ਰੀ ਅੰਮ੍ਰਿਤਸਰ ਸਾਹਿਬ, 10 ਜੁਲਾਈ (ਦਰਵਾਜ਼ਾ ਨਾਲ ਰਾਣਾ)- ਉਦਾਸੀਨ ਆਸ਼ਰਮ ਅਖਾੜਾ ਸੰਗਲਵਾਲਾ ਵਿਖੇ ਗੁਰੂ ਪੂੰਨਿਆ ਦਾ ਤਿਉਹਾਰ ਬੜੀ ਸ਼ਰਧਾ ਨਾਲ ਮਨਾਇਆ ਗਿਆ। ਇਸ ਮੌਕੇ ਸ੍ਰੀ ਮਹੰਤ ਵੱਲੋਂ ਸੰਗਤਾਂ ਨੂੰ ਗੁਰੂ ਦੀ ਮਹਿਮਾ ਬਾਰੇ ਦੱਸਿਆ ਗਿਆ। bbox=[596, 1145, 765, 1239]
subheadline: ਕਿਤਾਬਾਂ ਸਾਡੇ ਲਈ ਵੱਡਾ ਰਾਹ ਦਸੇਰਾ : ਪ੍ਰਿੰਸੀਪਲ ਇੰਦਰਜੀਤ ਕੌਰ bbox=[30, 157, 573, 179]
badge-name: ਪੰਜਾਬ ਟਾਇਮਜ਼ bbox=[615, 718, 732, 735]
